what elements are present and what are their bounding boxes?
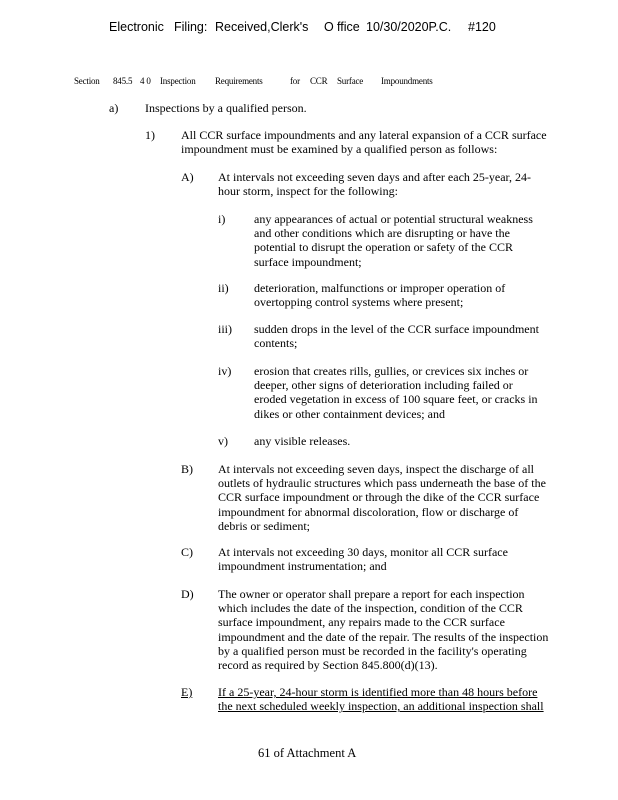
label-ii: ii) (218, 281, 229, 295)
label-a: a) (109, 101, 119, 115)
filing-office: ffice (337, 20, 360, 34)
text-line: If a 25-year, 24-hour storm is identified more than 48 hours before (218, 685, 538, 699)
text-line: which includes the date of the inspection, condition of the CCR (218, 601, 523, 616)
label-i: i) (218, 212, 226, 226)
filing-number: #120 (468, 20, 496, 34)
paragraph-D (218, 587, 548, 672)
page-footer: 61 of Attachment A (258, 746, 357, 760)
text-line: impoundment and the date of the repair. The results of the inspection (218, 629, 549, 644)
section-number: 845.5 (113, 76, 133, 86)
text-line: contents; (254, 336, 298, 351)
paragraph-1 (181, 128, 547, 156)
text-line: erosion that creates rills, gullies, or crevices six inches or (254, 364, 529, 378)
paragraph-v (254, 434, 350, 448)
label-C: C) (181, 545, 193, 559)
text-line: At intervals not exceeding 30 days, monitor all CCR surface (218, 545, 508, 559)
section-word: Section (74, 76, 100, 86)
text-line: any appearances of actual or potential structural weakness (254, 212, 533, 226)
filing-received: Received,Clerk's (215, 20, 309, 34)
paragraph-a-text: Inspections by a qualified person. (145, 101, 307, 115)
section-word-4: CCR (310, 76, 328, 86)
section-word-3: for (290, 76, 300, 86)
text-line: debris or sediment; (218, 518, 310, 533)
text-line: record as required by Section 845.800(d)(13). (218, 658, 438, 673)
section-sub: 4 0 (140, 76, 151, 86)
section-word-5: Surface (337, 76, 364, 86)
section-word-1: Inspection (160, 76, 196, 86)
text-line: impoundment for abnormal discoloration, flow or discharge of (218, 504, 519, 519)
text-line: At intervals not exceeding seven days, inspect the discharge of all (218, 462, 535, 476)
text-line: dikes or other containment devices; and (254, 406, 445, 421)
paragraph-i (254, 212, 533, 269)
paragraph-C (218, 545, 508, 573)
text-line: All CCR surface impoundments and any lateral expansion of a CCR surface (181, 128, 547, 142)
filing-type: Filing: (174, 20, 208, 34)
paragraph-E (218, 685, 544, 713)
text-line: deeper, other signs of deterioration including failed or (254, 378, 513, 393)
text-line: impoundment must be examined by a qualified person as follows: (181, 142, 498, 157)
label-E: E) (181, 685, 193, 699)
text-line: At intervals not exceeding seven days and after each 25-year, 24- (218, 170, 532, 184)
text-line: potential to disrupt the operation or safety of the CCR (254, 240, 513, 255)
paragraph-iv (254, 364, 538, 421)
text-line: The owner or operator shall prepare a report for each inspection (218, 587, 525, 601)
label-D: D) (181, 587, 194, 601)
text-line: surface impoundment; (254, 254, 362, 269)
text-line: outlets of hydraulic structures which pass underneath the base of the (218, 476, 546, 491)
paragraph-B (218, 462, 546, 533)
text-line: and other conditions which are disrupting or have the (254, 226, 510, 241)
text-line: eroded vegetation in excess of 100 square feet, or cracks in (254, 392, 538, 407)
filing-label: Electronic (109, 20, 164, 34)
label-1: 1) (145, 128, 155, 142)
text-line: the next scheduled weekly inspection, an additional inspection shall (218, 699, 544, 714)
section-word-2: Requirements (215, 76, 263, 86)
paragraph-iii (254, 322, 539, 350)
filing-office-initial: O (324, 20, 334, 34)
label-A: A) (181, 170, 194, 184)
text-line: surface impoundment, any repairs made to the CCR surface (218, 615, 505, 630)
label-B: B) (181, 462, 193, 476)
text-line: overtopping control systems where present; (254, 295, 464, 310)
paragraph-A (218, 170, 531, 198)
label-v: v) (218, 434, 228, 448)
text-line: deterioration, malfunctions or improper operation of (254, 281, 506, 295)
section-word-6: Impoundments (381, 76, 433, 86)
text-line: by a qualified person must be recorded in the facility's operating (218, 643, 527, 658)
label-iii: iii) (218, 322, 232, 336)
text-line: any visible releases. (254, 434, 351, 448)
text-line: hour storm, inspect for the following: (218, 184, 398, 199)
text-line: sudden drops in the level of the CCR surface impoundment (254, 322, 539, 336)
label-iv: iv) (218, 364, 232, 378)
filing-date: 10/30/2020P.C. (366, 20, 452, 34)
paragraph-ii (254, 281, 505, 309)
text-line: CCR surface impoundment or through the dike of the CCR surface (218, 490, 540, 505)
text-line: impoundment instrumentation; and (218, 559, 387, 574)
